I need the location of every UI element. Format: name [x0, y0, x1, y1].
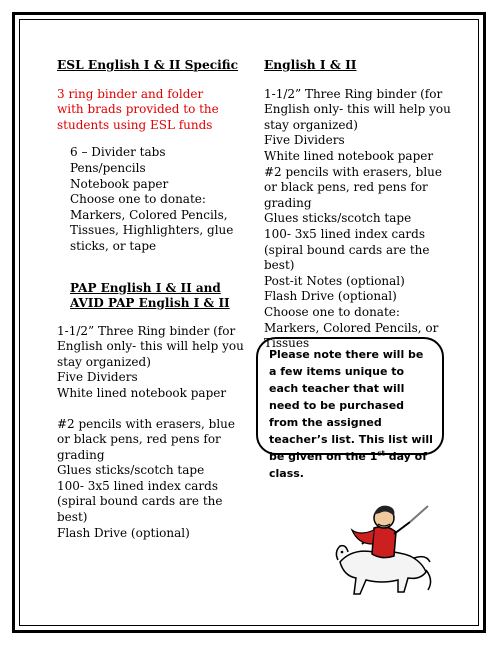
list-item: Choose one to donate: — [70, 192, 206, 207]
notice-text: Please note there will be a few items unique to each teacher that will need to be purchased from the assigned teacher’s list. This list will be given on the 1 — [269, 348, 433, 463]
notice-text-end: day of class. — [269, 450, 428, 480]
teacher-list-notice — [256, 337, 444, 480]
list-item: Glues sticks/scotch tape — [264, 211, 412, 226]
esl-supply-list — [70, 145, 247, 254]
list-item: White lined notebook paper — [264, 148, 434, 163]
list-item: Notebook paper — [70, 176, 169, 191]
list-item: Flash Drive (optional) — [264, 289, 397, 304]
list-item: Glues sticks/scotch tape — [57, 463, 205, 478]
notice-superscript: st — [377, 449, 385, 458]
list-item: Flash Drive (optional) — [57, 525, 190, 540]
list-item: Choose one to donate: — [264, 304, 400, 319]
pap-supply-list — [57, 324, 247, 542]
list-item: Markers, Colored Pencils, or Tissues — [264, 320, 439, 351]
list-item: Five Dividers — [264, 133, 345, 148]
pap-heading — [70, 281, 247, 311]
red-raider-mascot-icon — [330, 500, 434, 600]
list-item: 1-1/2” Three Ring binder (for English only- this will help you stay organized) — [264, 86, 451, 132]
left-column — [57, 58, 247, 541]
esl-heading: ESL English I & II Specific — [57, 58, 239, 72]
list-item: #2 pencils with erasers, blue or black pens, red pens for grading — [57, 416, 235, 462]
list-item: White lined notebook paper — [57, 385, 227, 400]
list-item: 6 – Divider tabs — [70, 145, 166, 160]
pap-heading-line2: AVID PAP English I & II — [70, 295, 230, 310]
english-heading: English I & II — [264, 58, 357, 72]
list-item: #2 pencils with erasers, blue or black pens, red pens for grading — [264, 164, 442, 210]
list-item: Five Dividers — [57, 370, 138, 385]
list-item: 100- 3x5 lined index cards (spiral bound cards are the best) — [264, 226, 430, 273]
english-supply-list — [264, 87, 454, 352]
list-item: Pens/pencils — [70, 160, 146, 175]
right-column — [264, 58, 454, 352]
list-item: 1-1/2” Three Ring binder (for English only- this will help you stay organized) — [57, 323, 244, 369]
list-item: Post-it Notes (optional) — [264, 273, 405, 288]
list-item: 100- 3x5 lined index cards (spiral bound cards are the best) — [57, 478, 223, 525]
list-item: Markers, Colored Pencils, Tissues, Highlighters, glue sticks, or tape — [70, 207, 234, 253]
pap-heading-line1: PAP English I & II and — [70, 280, 221, 295]
esl-red-note: 3 ring binder and folder with brads provided to the students using ESL funds — [57, 86, 219, 132]
